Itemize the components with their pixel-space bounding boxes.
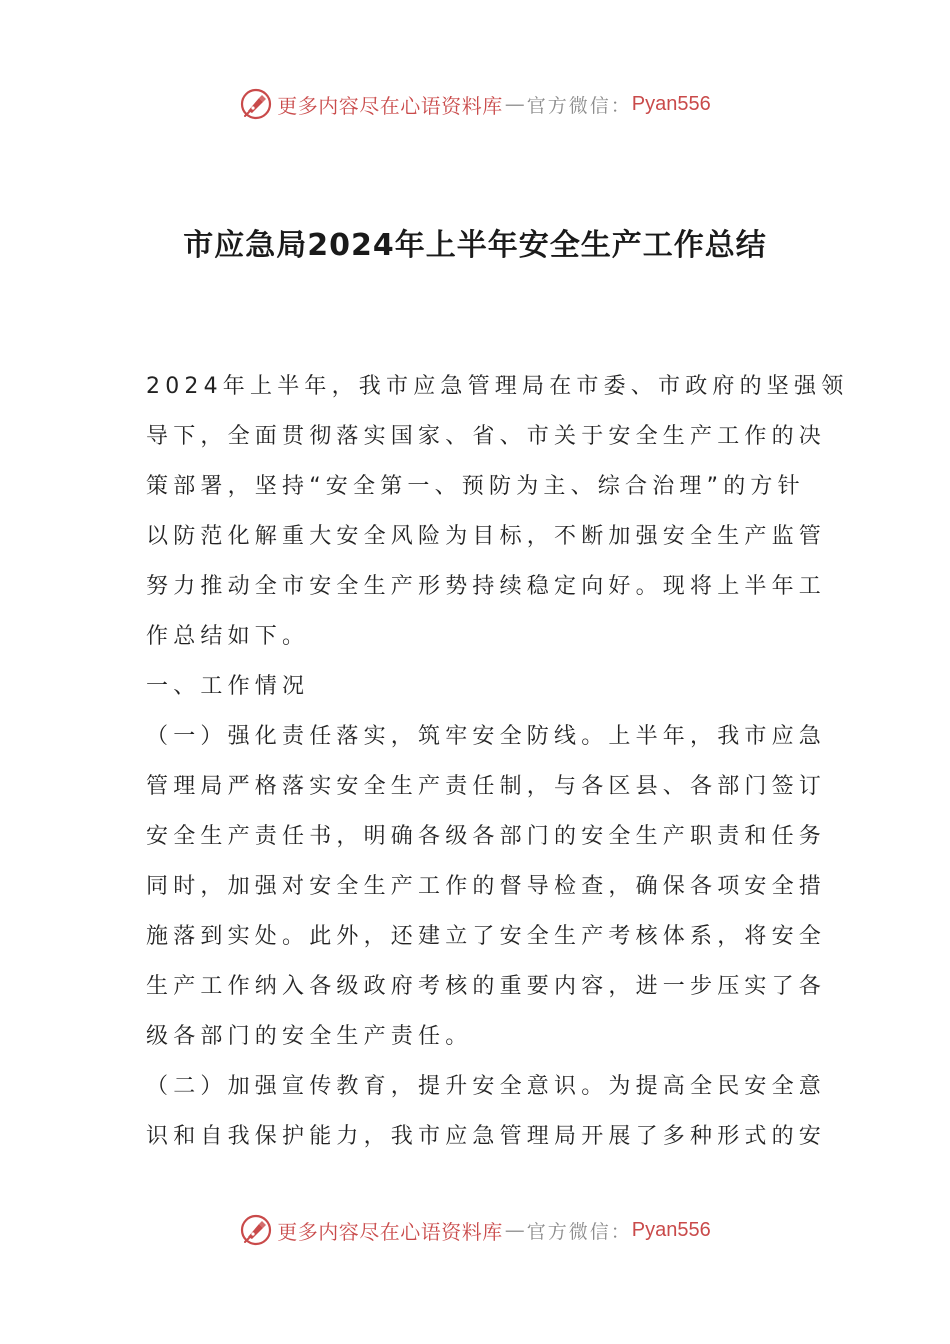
- body-line: 努力推动全市安全生产形势持续稳定向好。现将上半年工: [146, 574, 827, 599]
- body-line: 级各部门的安全生产责任。: [146, 1024, 473, 1049]
- banner-contact-label: 官方微信：: [526, 94, 632, 117]
- body-line: （一）强化责任落实，筑牢安全防线。上半年，我市应急: [146, 724, 827, 749]
- banner-contact-id: Pyan556: [631, 92, 711, 115]
- document-body: [146, 362, 849, 1162]
- banner-text: 更多内容尽在心语资料库: [277, 93, 503, 118]
- body-line: （二）加强宣传教育，提升安全意识。为提高全民安全意: [146, 1074, 827, 1099]
- document-title: 市应急局2024年上半年安全生产工作总结: [183, 228, 767, 263]
- header-watermark-banner: [0, 84, 950, 124]
- pen-nib-logo-icon: [239, 87, 273, 121]
- body-line: 施落到实处。此外，还建立了安全生产考核体系，将安全: [146, 924, 827, 949]
- banner-text: 更多内容尽在心语资料库: [277, 1219, 503, 1244]
- banner-contact-id: Pyan556: [631, 1218, 711, 1241]
- banner-dash: —: [504, 1218, 525, 1242]
- body-line: 生产工作纳入各级政府考核的重要内容，进一步压实了各: [146, 974, 827, 999]
- body-line: 同时，加强对安全生产工作的督导检查，确保各项安全措: [146, 874, 827, 899]
- body-line: 管理局严格落实安全生产责任制，与各区县、各部门签订: [146, 774, 827, 799]
- body-line: 以防范化解重大安全风险为目标，不断加强安全生产监管: [146, 524, 827, 549]
- section-heading: 一、工作情况: [146, 674, 310, 699]
- footer-watermark-banner: [0, 1210, 950, 1250]
- body-line: 安全生产责任书，明确各级各部门的安全生产职责和任务: [146, 824, 827, 849]
- body-line: 作总结如下。: [146, 624, 310, 649]
- body-line: 2024年上半年，我市应急管理局在市委、市政府的坚强领: [146, 374, 849, 399]
- body-line: 策部署，坚持“安全第一、预防为主、综合治理”的方针: [146, 474, 805, 499]
- pen-nib-logo-icon: [239, 1213, 273, 1247]
- banner-dash: —: [504, 92, 525, 116]
- body-line: 导下，全面贯彻落实国家、省、市关于安全生产工作的决: [146, 424, 827, 449]
- body-line: 识和自我保护能力，我市应急管理局开展了多种形式的安: [146, 1124, 827, 1149]
- banner-contact-label: 官方微信：: [526, 1220, 632, 1243]
